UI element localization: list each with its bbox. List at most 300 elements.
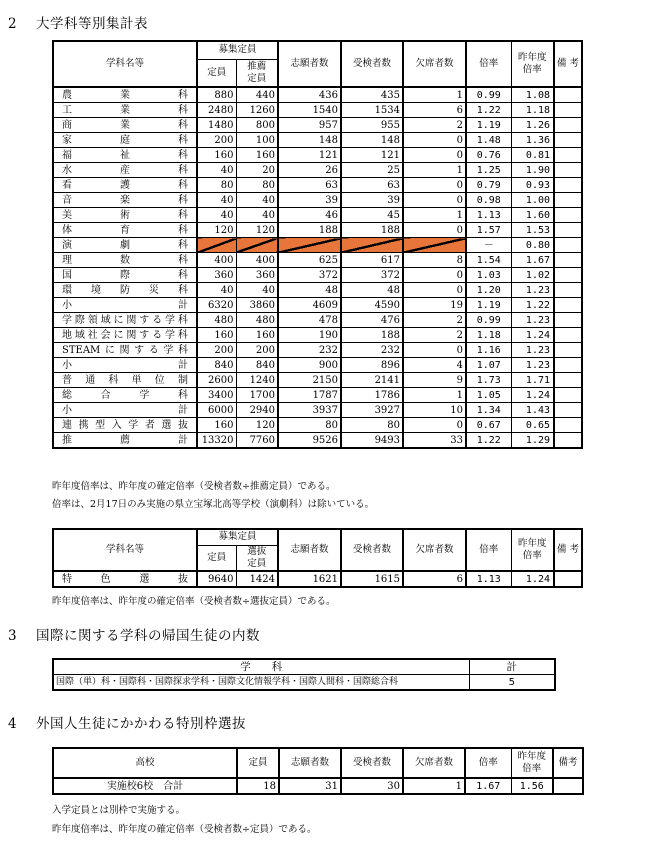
remarks-cell [554, 328, 582, 343]
prev-ratio-cell: 1.24 [511, 388, 554, 403]
section-heading: 外国人生徒にかかわる特別枠選抜 [36, 716, 246, 732]
dept-name-char: 位 [154, 374, 165, 386]
table-row [53, 238, 582, 253]
recommend-capacity-cell: 7760 [236, 433, 278, 449]
dept-name-char: 理 [62, 254, 72, 266]
table-row [53, 148, 582, 163]
examinees-cell: 188 [341, 328, 403, 343]
prev-ratio-cell: 0.93 [511, 178, 554, 193]
dept-name-cell [53, 148, 197, 163]
dept-name-char: 学 [139, 389, 150, 401]
table1-note-2: 倍率は、2月17日のみ実施の県立宝塚北高等学校（演劇科）は除いている。 [52, 499, 375, 510]
remarks-cell [554, 418, 582, 433]
absentees-cell: 1 [403, 778, 465, 794]
dept-name-cell [53, 223, 197, 238]
dept-name-cell [53, 253, 197, 268]
dept-name-char: 科 [178, 284, 188, 296]
capacity-cell: 18 [237, 778, 279, 794]
capacity-cell: 2600 [197, 373, 236, 388]
dept-name-char: 者 [144, 419, 155, 431]
absentees-cell: 0 [403, 418, 466, 433]
table1-note-1: 昨年度倍率は、昨年度の確定倍率（受検者数÷推薦定員）である。 [52, 481, 336, 492]
dept-name-cell [53, 238, 197, 253]
remarks-cell [554, 118, 582, 133]
header-remarks: 備 考 [554, 529, 582, 571]
dept-name-char: 小 [62, 359, 72, 371]
dept-name-cell [53, 133, 197, 148]
absentees-cell: 0 [403, 268, 466, 283]
absentees-cell: 2 [403, 313, 466, 328]
table-row [53, 433, 582, 449]
remarks-cell [554, 103, 582, 118]
dept-name-char: 選 [139, 573, 150, 585]
header-prev-ratio [511, 529, 554, 571]
remarks-cell [554, 298, 582, 313]
dept-name-char: 入 [111, 419, 122, 431]
section-heading: 大学科等別集計表 [36, 16, 148, 32]
dept-name-char: 科 [178, 89, 188, 101]
ratio-cell: 0.99 [466, 87, 511, 103]
dept-name-char: に [113, 329, 124, 341]
recommend-capacity-cell: 1260 [236, 103, 278, 118]
absentees-cell: 0 [403, 178, 466, 193]
applicants-cell: 232 [278, 343, 341, 358]
prev-ratio-cell: 1.23 [511, 283, 554, 298]
applicants-cell: 188 [278, 223, 341, 238]
prev-ratio-cell: 1.71 [511, 373, 554, 388]
examinees-cell: 1786 [341, 388, 403, 403]
prev-ratio-cell: 1.18 [511, 103, 554, 118]
dept-name-char: 携 [78, 419, 89, 431]
header-applicants: 志願者数 [278, 41, 341, 87]
ratio-cell: 1.07 [466, 358, 511, 373]
select-capacity-cell: 1424 [236, 571, 278, 587]
dept-name-char: 学 [165, 329, 175, 341]
ratio-cell: 1.13 [466, 571, 511, 587]
absentees-cell: 0 [403, 133, 466, 148]
prev-ratio-cell: 0.80 [511, 238, 554, 253]
remarks-cell [554, 343, 582, 358]
applicants-cell: 31 [279, 778, 341, 794]
prev-ratio-cell: 1.53 [511, 223, 554, 238]
remarks-cell [554, 433, 582, 449]
header-prev-ratio-line2: 倍率 [522, 550, 542, 561]
prev-ratio-cell: 1.67 [511, 253, 554, 268]
ratio-cell: 0.76 [466, 148, 511, 163]
remarks-cell [554, 388, 582, 403]
ratio-cell: 1.54 [466, 253, 511, 268]
absentees-cell: 1 [403, 388, 466, 403]
dept-name-cell [53, 418, 197, 433]
dept-name-char: 推 [62, 434, 72, 446]
table-row [53, 778, 583, 794]
prev-ratio-cell: 1.24 [511, 328, 554, 343]
remarks-cell [554, 373, 582, 388]
applicants-cell: 1621 [278, 571, 341, 587]
header-remarks: 備 考 [554, 41, 582, 87]
dept-name-cell [53, 208, 197, 223]
dept-name-char: 抜 [177, 419, 188, 431]
applicants-cell: 39 [278, 193, 341, 208]
prev-ratio-cell: 1.26 [511, 118, 554, 133]
dept-name-char: 科 [108, 374, 119, 386]
examinees-cell: 232 [341, 343, 403, 358]
recommend-capacity-cell: 2940 [236, 403, 278, 418]
header-subject: 学 科 [53, 659, 469, 675]
dept-name-char: STEAM [62, 344, 101, 356]
dept-name-cell [53, 178, 197, 193]
absentees-cell: 2 [403, 118, 466, 133]
examinees-cell: 896 [341, 358, 403, 373]
ratio-cell: 0.67 [466, 418, 511, 433]
dept-name-cell [53, 373, 197, 388]
dept-name-char: 看 [62, 179, 72, 191]
section-3-title [8, 624, 260, 644]
absentees-cell: 0 [403, 148, 466, 163]
capacity-cell: 120 [197, 223, 236, 238]
recommend-capacity-cell: 120 [236, 418, 278, 433]
department-summary-table [52, 40, 583, 449]
absentees-cell: 0 [403, 283, 466, 298]
recommend-capacity-cell: 100 [236, 133, 278, 148]
ratio-cell: 0.99 [466, 313, 511, 328]
section-number: 2 [8, 16, 18, 32]
table-row [53, 193, 582, 208]
absentees-cell: 0 [403, 193, 466, 208]
remarks-cell [554, 193, 582, 208]
remarks-cell [554, 403, 582, 418]
header-capacity: 定員 [197, 545, 236, 571]
dept-name-char: 計 [178, 404, 188, 416]
header-recruit-capacity: 募集定員 [197, 529, 278, 545]
dept-name-char: 関 [126, 314, 137, 326]
header-absentees: 欠席者数 [403, 41, 466, 87]
examinees-cell: 80 [341, 418, 403, 433]
capacity-cell: 40 [197, 193, 236, 208]
ratio-cell: 1.22 [466, 103, 511, 118]
dept-name-char: 抜 [177, 573, 188, 585]
dept-name-char: 計 [178, 359, 188, 371]
prev-ratio-cell: 1.08 [511, 87, 554, 103]
table-row [53, 103, 582, 118]
applicants-cell: 80 [278, 418, 341, 433]
dept-name-char: 産 [120, 164, 130, 176]
examinees-cell: 955 [341, 118, 403, 133]
ratio-cell: 1.16 [466, 343, 511, 358]
examinees-cell: 435 [341, 87, 403, 103]
table-row [53, 253, 582, 268]
school-cell: 実施校6校 合計 [53, 778, 237, 794]
dept-name-cell [53, 358, 197, 373]
remarks-cell [554, 178, 582, 193]
recommend-capacity-cell: 40 [236, 283, 278, 298]
recommend-capacity-cell: 440 [236, 87, 278, 103]
header-examinees: 受検者数 [341, 529, 403, 571]
prev-ratio-cell: 1.60 [511, 208, 554, 223]
table-row [53, 388, 582, 403]
applicants-cell: 1540 [278, 103, 341, 118]
dept-name-char: 科 [178, 179, 188, 191]
capacity-cell: 160 [197, 418, 236, 433]
section-heading: 国際に関する学科の帰国生徒の内数 [36, 628, 260, 644]
dept-name-char: る [148, 344, 159, 356]
dept-name-char: 防 [120, 284, 130, 296]
dept-name-char: 科 [178, 209, 188, 221]
table-row [53, 373, 582, 388]
dept-name-char: る [152, 314, 163, 326]
applicants-cell: 26 [278, 163, 341, 178]
capacity-cell: 6000 [197, 403, 236, 418]
table-row [53, 358, 582, 373]
table-row [53, 133, 582, 148]
recommend-capacity-cell: 20 [236, 163, 278, 178]
returnee-total: 5 [469, 675, 555, 691]
returnee-students-table [52, 658, 556, 691]
capacity-cell: 200 [197, 133, 236, 148]
applicants-cell: 625 [278, 253, 341, 268]
dept-name-char: 農 [62, 89, 72, 101]
capacity-cell: 1480 [197, 118, 236, 133]
prev-ratio-cell: 1.36 [511, 133, 554, 148]
dept-name-char: 数 [120, 254, 130, 266]
special-selection-table [52, 528, 583, 588]
section-2-title [8, 12, 148, 32]
header-prev-ratio-line2: 倍率 [522, 763, 542, 774]
prev-ratio-cell: 0.65 [511, 418, 554, 433]
dept-name-char: 際 [74, 314, 85, 326]
capacity-cell: 2480 [197, 103, 236, 118]
examinees-cell: 1615 [341, 571, 403, 587]
examinees-cell: 148 [341, 133, 403, 148]
dept-name-char: 型 [95, 419, 106, 431]
prev-ratio-cell: 1.24 [511, 571, 554, 587]
dept-name-char: 科 [177, 314, 188, 326]
dept-name-char: 術 [120, 209, 130, 221]
dept-name-char: 科 [178, 134, 188, 146]
applicants-cell: 63 [278, 178, 341, 193]
dept-name-char: 通 [85, 374, 96, 386]
section4-note-1: 入学定員とは別枠で実施する。 [52, 805, 186, 816]
prev-ratio-cell: 1.00 [511, 193, 554, 208]
table-row [53, 418, 582, 433]
dept-name-char: 関 [119, 344, 130, 356]
recommend-capacity-cell: 160 [236, 328, 278, 343]
ratio-cell: － [466, 238, 511, 253]
recommend-capacity-cell: 800 [236, 118, 278, 133]
dept-name-char: 環 [62, 284, 72, 296]
applicants-cell: 46 [278, 208, 341, 223]
header-prev-ratio-line2: 倍率 [522, 64, 542, 75]
recommend-capacity-cell: 200 [236, 343, 278, 358]
dept-name-char: 合 [100, 389, 111, 401]
dept-name-char: 美 [62, 209, 72, 221]
applicants-cell: 148 [278, 133, 341, 148]
absentees-cell: 6 [403, 571, 466, 587]
recommend-capacity-cell [236, 238, 278, 253]
capacity-cell: 480 [197, 313, 236, 328]
dept-name-char: 連 [62, 419, 72, 431]
recommend-capacity-cell: 120 [236, 223, 278, 238]
examinees-cell: 2141 [341, 373, 403, 388]
absentees-cell: 1 [403, 87, 466, 103]
dept-name-char: 科 [178, 254, 188, 266]
header-dept-name: 学科名等 [53, 529, 197, 571]
examinees-cell: 30 [341, 778, 403, 794]
ratio-cell: 1.25 [466, 163, 511, 178]
dept-name-char: に [113, 314, 124, 326]
applicants-cell: 436 [278, 87, 341, 103]
dept-name-cell [53, 388, 197, 403]
dept-name-char: 境 [91, 284, 101, 296]
dept-name-char: 音 [62, 194, 72, 206]
examinees-cell: 617 [341, 253, 403, 268]
recommend-capacity-cell: 1700 [236, 388, 278, 403]
absentees-cell: 19 [403, 298, 466, 313]
ratio-cell: 1.34 [466, 403, 511, 418]
absentees-cell: 9 [403, 373, 466, 388]
dept-name-char: 育 [120, 224, 130, 236]
absentees-cell: 1 [403, 163, 466, 178]
dept-name-char: 国 [62, 269, 72, 281]
prev-ratio-cell: 1.43 [511, 403, 554, 418]
dept-name-char: 制 [177, 374, 188, 386]
remarks-cell [554, 268, 582, 283]
prev-ratio-cell: 1.22 [511, 298, 554, 313]
remarks-cell [554, 223, 582, 238]
ratio-cell: 1.57 [466, 223, 511, 238]
header-capacity: 定員 [197, 59, 236, 87]
absentees-cell: 2 [403, 328, 466, 343]
dept-name-char: 業 [120, 119, 130, 131]
prev-ratio-cell: 1.23 [511, 358, 554, 373]
header-examinees: 受検者数 [341, 41, 403, 87]
header-absentees: 欠席者数 [403, 529, 466, 571]
header-absentees: 欠席者数 [403, 748, 465, 778]
dept-name-char: 工 [62, 104, 72, 116]
header-recruit-capacity: 募集定員 [197, 41, 278, 59]
header-dept-name: 学科名等 [53, 41, 197, 87]
dept-name-char: 色 [100, 573, 111, 585]
dept-name-char: 楽 [120, 194, 130, 206]
dept-name-char: 演 [62, 239, 72, 251]
examinees-cell: 48 [341, 283, 403, 298]
remarks-cell [554, 148, 582, 163]
dept-name-char: 科 [178, 239, 188, 251]
remarks-cell [554, 283, 582, 298]
header-remarks: 備考 [553, 748, 583, 778]
dept-name-char: 業 [120, 89, 130, 101]
examinees-cell: 4590 [341, 298, 403, 313]
table-row [53, 298, 582, 313]
dept-name-char: 学 [62, 314, 72, 326]
prev-ratio-cell: 1.56 [511, 778, 553, 794]
dept-name-char: 小 [62, 299, 72, 311]
header-select-capacity [236, 545, 278, 571]
capacity-cell [197, 238, 236, 253]
remarks-cell [553, 778, 583, 794]
examinees-cell: 63 [341, 178, 403, 193]
recommend-capacity-cell: 840 [236, 358, 278, 373]
capacity-cell: 6320 [197, 298, 236, 313]
dept-name-char: 特 [62, 573, 72, 585]
ratio-cell: 1.73 [466, 373, 511, 388]
capacity-cell: 840 [197, 358, 236, 373]
dept-name-char: 関 [126, 329, 137, 341]
capacity-cell: 80 [197, 178, 236, 193]
dept-name-char: 水 [62, 164, 72, 176]
foreign-students-table [52, 747, 584, 795]
table-row [53, 343, 582, 358]
recommend-capacity-cell: 3860 [236, 298, 278, 313]
remarks-cell [554, 208, 582, 223]
dept-name-char: 選 [161, 419, 172, 431]
remarks-cell [554, 238, 582, 253]
section-4-title [8, 712, 246, 732]
absentees-cell: 33 [403, 433, 466, 449]
capacity-cell: 160 [197, 148, 236, 163]
header-examinees: 受検者数 [341, 748, 403, 778]
table-row [53, 403, 582, 418]
dept-name-char: 学 [165, 314, 175, 326]
dept-name-char: 体 [62, 224, 72, 236]
header-select-line2: 定員 [247, 557, 267, 569]
examinees-cell: 476 [341, 313, 403, 328]
recommend-capacity-cell: 480 [236, 313, 278, 328]
ratio-cell: 1.05 [466, 388, 511, 403]
dept-name-char: 社 [87, 329, 98, 341]
header-applicants: 志願者数 [279, 748, 341, 778]
remarks-cell [554, 133, 582, 148]
ratio-cell: 1.18 [466, 328, 511, 343]
header-prev-ratio-line1: 昨年度 [518, 538, 547, 549]
dept-name-cell [53, 283, 197, 298]
header-applicants: 志願者数 [278, 529, 341, 571]
applicants-cell: 957 [278, 118, 341, 133]
ratio-cell: 1.03 [466, 268, 511, 283]
examinees-cell: 9493 [341, 433, 403, 449]
examinees-cell: 45 [341, 208, 403, 223]
dept-name-char: 科 [178, 269, 188, 281]
header-select-line1: 選抜 [247, 545, 267, 557]
applicants-cell: 900 [278, 358, 341, 373]
header-capacity: 定員 [237, 748, 279, 778]
applicants-cell: 190 [278, 328, 341, 343]
examinees-cell [341, 238, 403, 253]
subject-list: 国際（単）科・国際科・国際探求学科・国際文化情報学科・国際人間科・国際総合科 [53, 675, 469, 691]
absentees-cell: 6 [403, 103, 466, 118]
dept-name-cell [53, 313, 197, 328]
prev-ratio-cell: 1.23 [511, 343, 554, 358]
dept-name-char: 計 [178, 299, 188, 311]
dept-name-char: 域 [100, 314, 111, 326]
remarks-cell [554, 163, 582, 178]
ratio-cell: 1.13 [466, 208, 511, 223]
prev-ratio-cell: 0.81 [511, 148, 554, 163]
dept-name-cell [53, 571, 197, 587]
table-row [53, 313, 582, 328]
dept-name-char: 福 [62, 149, 72, 161]
table2-note: 昨年度倍率は、昨年度の確定倍率（受検者数÷選抜定員）である。 [52, 596, 336, 607]
table-row [53, 571, 582, 587]
dept-name-char: 科 [178, 149, 188, 161]
recommend-capacity-cell: 40 [236, 208, 278, 223]
absentees-cell: 4 [403, 358, 466, 373]
section4-note-2: 昨年度倍率は、昨年度の確定倍率（受検者数÷定員）である。 [52, 824, 317, 835]
table-row [53, 223, 582, 238]
dept-name-char: す [139, 314, 150, 326]
header-recommend-capacity [236, 59, 278, 87]
absentees-cell: 10 [403, 403, 466, 418]
